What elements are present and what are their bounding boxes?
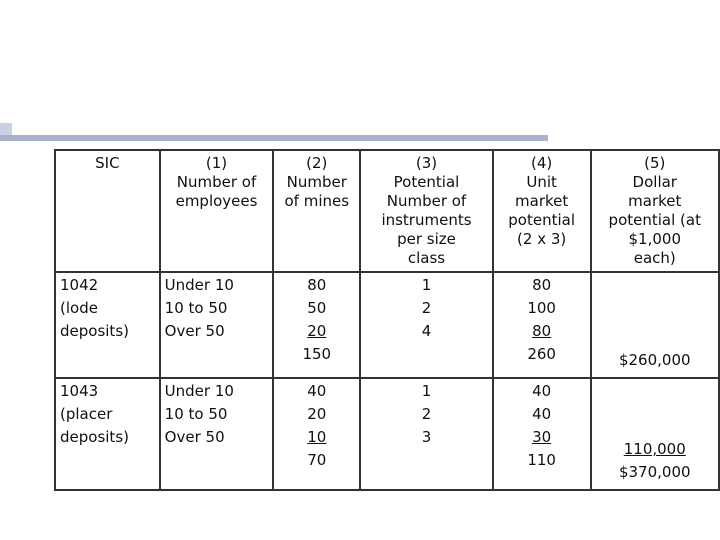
cell-dollar-potential (591, 272, 719, 378)
cell-line-total: 110 (527, 451, 556, 469)
header-line: Unit (526, 173, 557, 191)
table-row (55, 272, 719, 378)
header-line: (2) (306, 154, 328, 172)
cell-line: 1043 (60, 382, 99, 400)
cell-line: Over 50 (164, 322, 225, 340)
cell-line: 100 (527, 299, 556, 317)
cell-line: 2 (421, 405, 432, 423)
header-line: $1,000 (628, 230, 681, 248)
cell-line: Under 10 (164, 382, 234, 400)
cell-unit-potential (493, 378, 591, 490)
market-potential-table (54, 149, 720, 491)
cell-line: 50 (307, 299, 327, 317)
cell-line: 3 (421, 428, 432, 446)
cell-line-total: 260 (527, 345, 556, 363)
cell-line: 1 (421, 276, 432, 294)
cell-line: deposits) (60, 428, 129, 446)
cell-line: 1 (421, 382, 432, 400)
cell-instruments (360, 272, 493, 378)
cell-line-underlined: 80 (532, 322, 552, 340)
header-line: (5) (644, 154, 666, 172)
cell-line: Under 10 (164, 276, 234, 294)
header-row (55, 150, 719, 272)
header-sic (55, 150, 160, 272)
header-employees (160, 150, 274, 272)
cell-line-underlined: 110,000 (623, 440, 686, 458)
header-line: instruments (381, 211, 472, 229)
cell-sic (55, 378, 160, 490)
cell-line: deposits) (60, 322, 129, 340)
cell-line-underlined: 10 (307, 428, 327, 446)
cell-employees (160, 378, 274, 490)
cell-instruments (360, 378, 493, 490)
cell-line: 40 (532, 405, 552, 423)
header-line: Dollar (632, 173, 677, 191)
header-line: employees (175, 192, 258, 210)
cell-line-total: 150 (302, 345, 332, 363)
header-line: of mines (284, 192, 350, 210)
cell-employees (160, 272, 274, 378)
header-line: class (407, 249, 446, 267)
cell-dollar-potential (591, 378, 719, 490)
cell-line: 10 to 50 (164, 299, 228, 317)
header-line: per size (397, 230, 456, 248)
header-mines (273, 150, 360, 272)
cell-line: $260,000 (618, 351, 691, 369)
cell-sic (55, 272, 160, 378)
table-row (55, 378, 719, 490)
cell-line: (placer (60, 405, 113, 423)
cell-unit-potential (493, 272, 591, 378)
header-line: (3) (415, 154, 438, 172)
header-line: each) (633, 249, 676, 267)
cell-mines (273, 378, 360, 490)
header-unit-potential (493, 150, 591, 272)
cell-line: 2 (421, 299, 432, 317)
header-line: potential (508, 211, 576, 229)
header-line: potential (at (608, 211, 701, 229)
cell-line-underlined: 30 (532, 428, 552, 446)
header-sic-label: SIC (95, 154, 120, 172)
header-dollar-potential (591, 150, 719, 272)
header-line: Number of (176, 173, 257, 191)
header-line: (2 x 3) (517, 230, 567, 248)
decorative-bar-accent (0, 123, 12, 135)
header-line: (4) (531, 154, 553, 172)
cell-line: (lode (60, 299, 98, 317)
cell-line-total: $370,000 (618, 463, 691, 481)
header-line: Potential (393, 173, 460, 191)
header-line: market (628, 192, 682, 210)
header-line: market (515, 192, 569, 210)
cell-line-underlined: 20 (307, 322, 327, 340)
header-line: Number (286, 173, 347, 191)
decorative-bar (0, 135, 548, 141)
header-line: Number of (386, 192, 467, 210)
cell-line: 4 (421, 322, 432, 340)
cell-line: 20 (307, 405, 327, 423)
cell-line: 1042 (60, 276, 99, 294)
cell-line: Over 50 (164, 428, 225, 446)
header-line: (1) (205, 154, 228, 172)
cell-mines (273, 272, 360, 378)
cell-line: 40 (307, 382, 327, 400)
cell-line: 40 (532, 382, 552, 400)
header-instruments (360, 150, 493, 272)
cell-line-total: 70 (307, 451, 327, 469)
cell-line: 80 (307, 276, 327, 294)
cell-line: 10 to 50 (164, 405, 228, 423)
cell-line: 80 (532, 276, 552, 294)
